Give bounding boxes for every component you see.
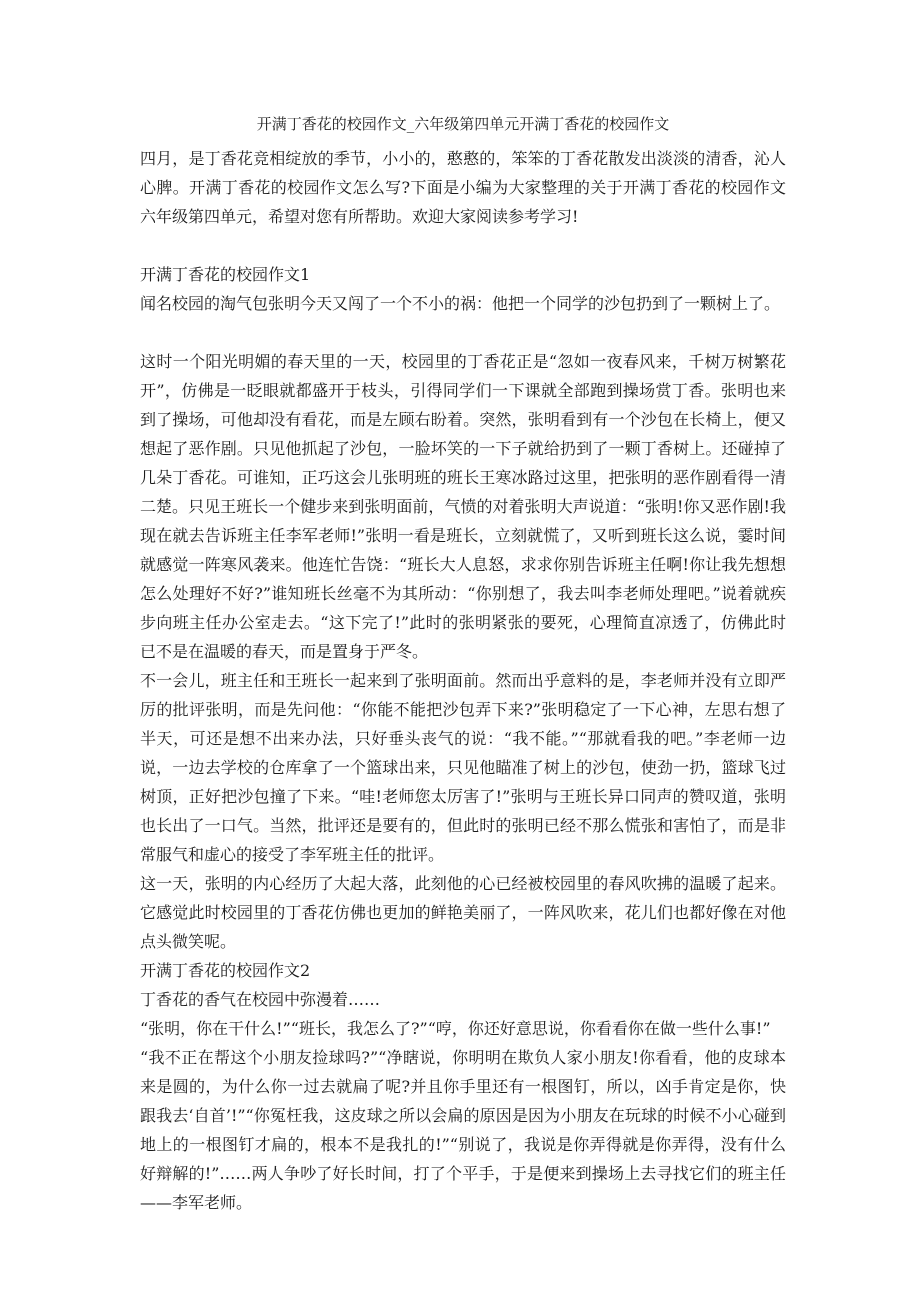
document-title: 开满丁香花的校园作文_六年级第四单元开满丁香花的校园作文 bbox=[256, 115, 670, 133]
essay-2-heading: 开满丁香花的校园作文2 bbox=[140, 961, 311, 980]
essay-1-paragraph-2: 这时一个阳光明媚的春天里的一天，校园里的丁香花正是“忽如一夜春风来，千树万树繁花开”，仿佛是一眨眼就都盛开于枝头，引得同学们一下课就全部跑到操场赏丁香。张明也来到了操场，可他却没有看花，而是左顾右盼着。突然，张明看到有一个沙包在长椅上，便又想起了恶作剧。只见他抓起了沙包，一脸坏笑的一下子就给扔到了一颗丁香树上。还碰掉了几朵丁香花。可谁知，正巧这会儿张明班的班长王寒冰路过这里，把张明的恶作剧看得一清二楚。只见王班长一个健步来到张明面前，气愤的对着张明大声说道：“张明!你又恶作剧!我现在就去告诉班主任李军老师!”张明一看是班长，立刻就慌了，又听到班长这么说，霎时间就感觉一阵寒风袭来。他连忙告饶：“班长大人息怒，求求你别告诉班主任啊!你让我先想想怎么处理好不好?”谁知班长丝毫不为其所动：“你别想了，我去叫李老师处理吧。”说着就疾步向班主任办公室走去。“这下完了!”此时的张明紧张的要死，心理简直凉透了，仿佛此时已不是在温暖的春天，而是置身于严冬。 bbox=[140, 352, 786, 661]
paragraph-spacer bbox=[140, 231, 786, 260]
paragraph-spacer bbox=[140, 318, 786, 347]
intro-paragraph: 四月，是丁香花竞相绽放的季节，小小的，憨憨的，笨笨的丁香花散发出淡淡的清香，沁人心脾。开满丁香花的校园作文怎么写?下面是小编为大家整理的关于开满丁香花的校园作文六年级第四单元，希望对您有所帮助。欢迎大家阅读参考学习! bbox=[140, 149, 786, 226]
essay-1-paragraph-4: 这一天，张明的内心经历了大起大落，此刻他的心已经被校园里的春风吹拂的温暖了起来。它感觉此时校园里的丁香花仿佛也更加的鲜艳美丽了，一阵风吹来，花儿们也都好像在对他点头微笑呢。 bbox=[140, 874, 786, 951]
essay-2-paragraph-2: “张明，你在干什么!”“班长，我怎么了?”“哼，你还好意思说，你看看你在做一些什么事!” bbox=[140, 1019, 771, 1038]
essay-1-paragraph-3: 不一会儿，班主任和王班长一起来到了张明面前。然而出乎意料的是，李老师并没有立即严厉的批评张明，而是先问他：“你能不能把沙包弄下来?”张明稳定了一下心神，左思右想了半天，可还是想不出来办法，只好垂头丧气的说：“我不能。”“那就看我的吧。”李老师一边说，一边去学校的仓库拿了一个篮球出来，只见他瞄准了树上的沙包，使劲一扔，篮球飞过树顶，正好把沙包撞了下来。“哇!老师您太厉害了!”张明与王班长异口同声的赞叹道，张明也长出了一口气。当然，批评还是要有的，但此时的张明已经不那么慌张和害怕了，而是非常服气和虚心的接受了李军班主任的批评。 bbox=[140, 671, 786, 864]
document-body bbox=[140, 114, 786, 1217]
essay-2-paragraph-3: “我不正在帮这个小朋友捡球吗?”“净瞎说，你明明在欺负人家小朋友!你看看，他的皮球本来是圆的，为什么你一过去就扁了呢?并且你手里还有一根图钉，所以，凶手肯定是你，快跟我去‘自首’!”“你冤枉我，这皮球之所以会扁的原因是因为小朋友在玩球的时候不小心碰到地上的一根图钉才扁的，根本不是我扎的!”“别说了，我说是你弄得就是你弄得，没有什么好辩解的!”……两人争吵了好长时间，打了个平手，于是便来到操场上去寻找它们的班主任——李军老师。 bbox=[140, 1048, 786, 1212]
essay-1-paragraph-1: 闻名校园的淘气包张明今天又闯了一个不小的祸：他把一个同学的沙包扔到了一颗树上了。 bbox=[140, 294, 781, 313]
essay-1-heading: 开满丁香花的校园作文1 bbox=[140, 265, 311, 284]
essay-2-paragraph-1: 丁香花的香气在校园中弥漫着…… bbox=[140, 990, 381, 1009]
